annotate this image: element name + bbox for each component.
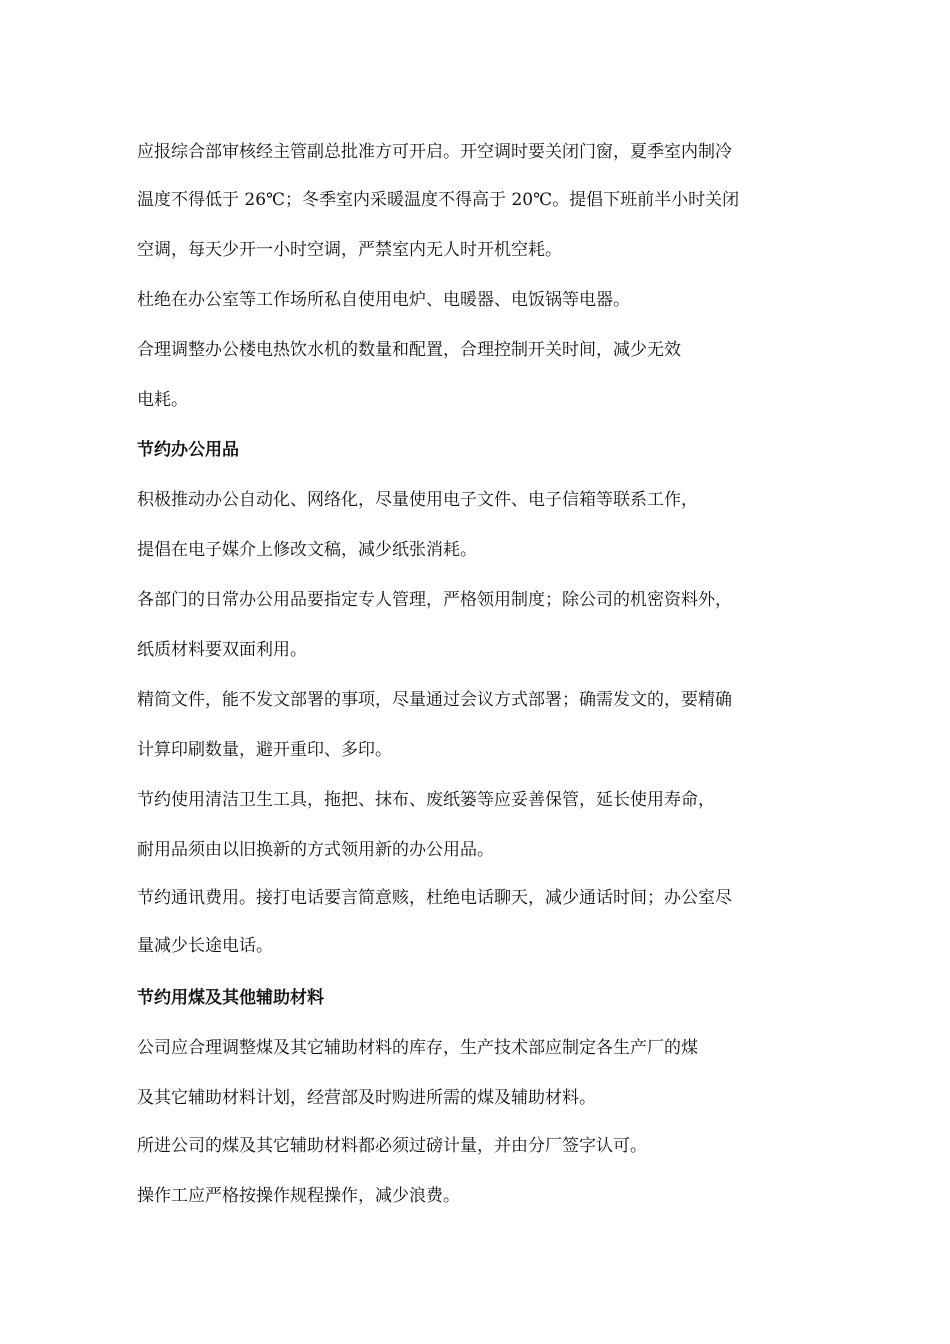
paragraph-line: 电耗。 bbox=[137, 390, 188, 410]
paragraph-line: 合理调整办公楼电热饮水机的数量和配置，合理控制开关时间，减少无效 bbox=[137, 340, 681, 360]
paragraph-line: 精简文件，能不发文部署的事项，尽量通过会议方式部署；确需发文的，要精确 bbox=[137, 690, 732, 710]
paragraph-line: 计算印刷数量，避开重印、多印。 bbox=[137, 740, 392, 760]
paragraph-line: 杜绝在办公室等工作场所私自使用电炉、电暖器、电饭锅等电器。 bbox=[137, 290, 630, 310]
paragraph-line: 公司应合理调整煤及其它辅助材料的库存，生产技术部应制定各生产厂的煤 bbox=[137, 1038, 698, 1058]
paragraph-line: 节约使用清洁卫生工具，拖把、抹布、废纸篓等应妥善保管，延长使用寿命， bbox=[137, 790, 715, 810]
paragraph-line: 及其它辅助材料计划，经营部及时购进所需的煤及辅助材料。 bbox=[137, 1088, 596, 1108]
section-heading: 节约办公用品 bbox=[137, 440, 239, 460]
paragraph-line: 空调，每天少开一小时空调，严禁室内无人时开机空耗。 bbox=[137, 240, 562, 260]
paragraph-line: 节约通讯费用。接打电话要言简意赅，杜绝电话聊天，减少通话时间；办公室尽 bbox=[137, 888, 732, 908]
paragraph-line: 操作工应严格按操作规程操作，减少浪费。 bbox=[137, 1186, 460, 1206]
paragraph-line: 温度不得低于 26℃；冬季室内采暖温度不得高于 20℃。提倡下班前半小时关闭 bbox=[137, 190, 740, 210]
paragraph-line: 提倡在电子媒介上修改文稿，减少纸张消耗。 bbox=[137, 540, 477, 560]
paragraph-line: 所进公司的煤及其它辅助材料都必须过磅计量，并由分厂签字认可。 bbox=[137, 1136, 647, 1156]
paragraph-line: 应报综合部审核经主管副总批准方可开启。开空调时要关闭门窗，夏季室内制冷 bbox=[137, 142, 732, 162]
paragraph-line: 纸质材料要双面利用。 bbox=[137, 640, 307, 660]
section-heading: 节约用煤及其他辅助材料 bbox=[137, 988, 324, 1008]
paragraph-line: 量减少长途电话。 bbox=[137, 936, 273, 956]
paragraph-line: 各部门的日常办公用品要指定专人管理，严格领用制度；除公司的机密资料外， bbox=[137, 590, 732, 610]
paragraph-line: 积极推动办公自动化、网络化，尽量使用电子文件、电子信箱等联系工作， bbox=[137, 490, 698, 510]
paragraph-line: 耐用品须由以旧换新的方式领用新的办公用品。 bbox=[137, 840, 494, 860]
